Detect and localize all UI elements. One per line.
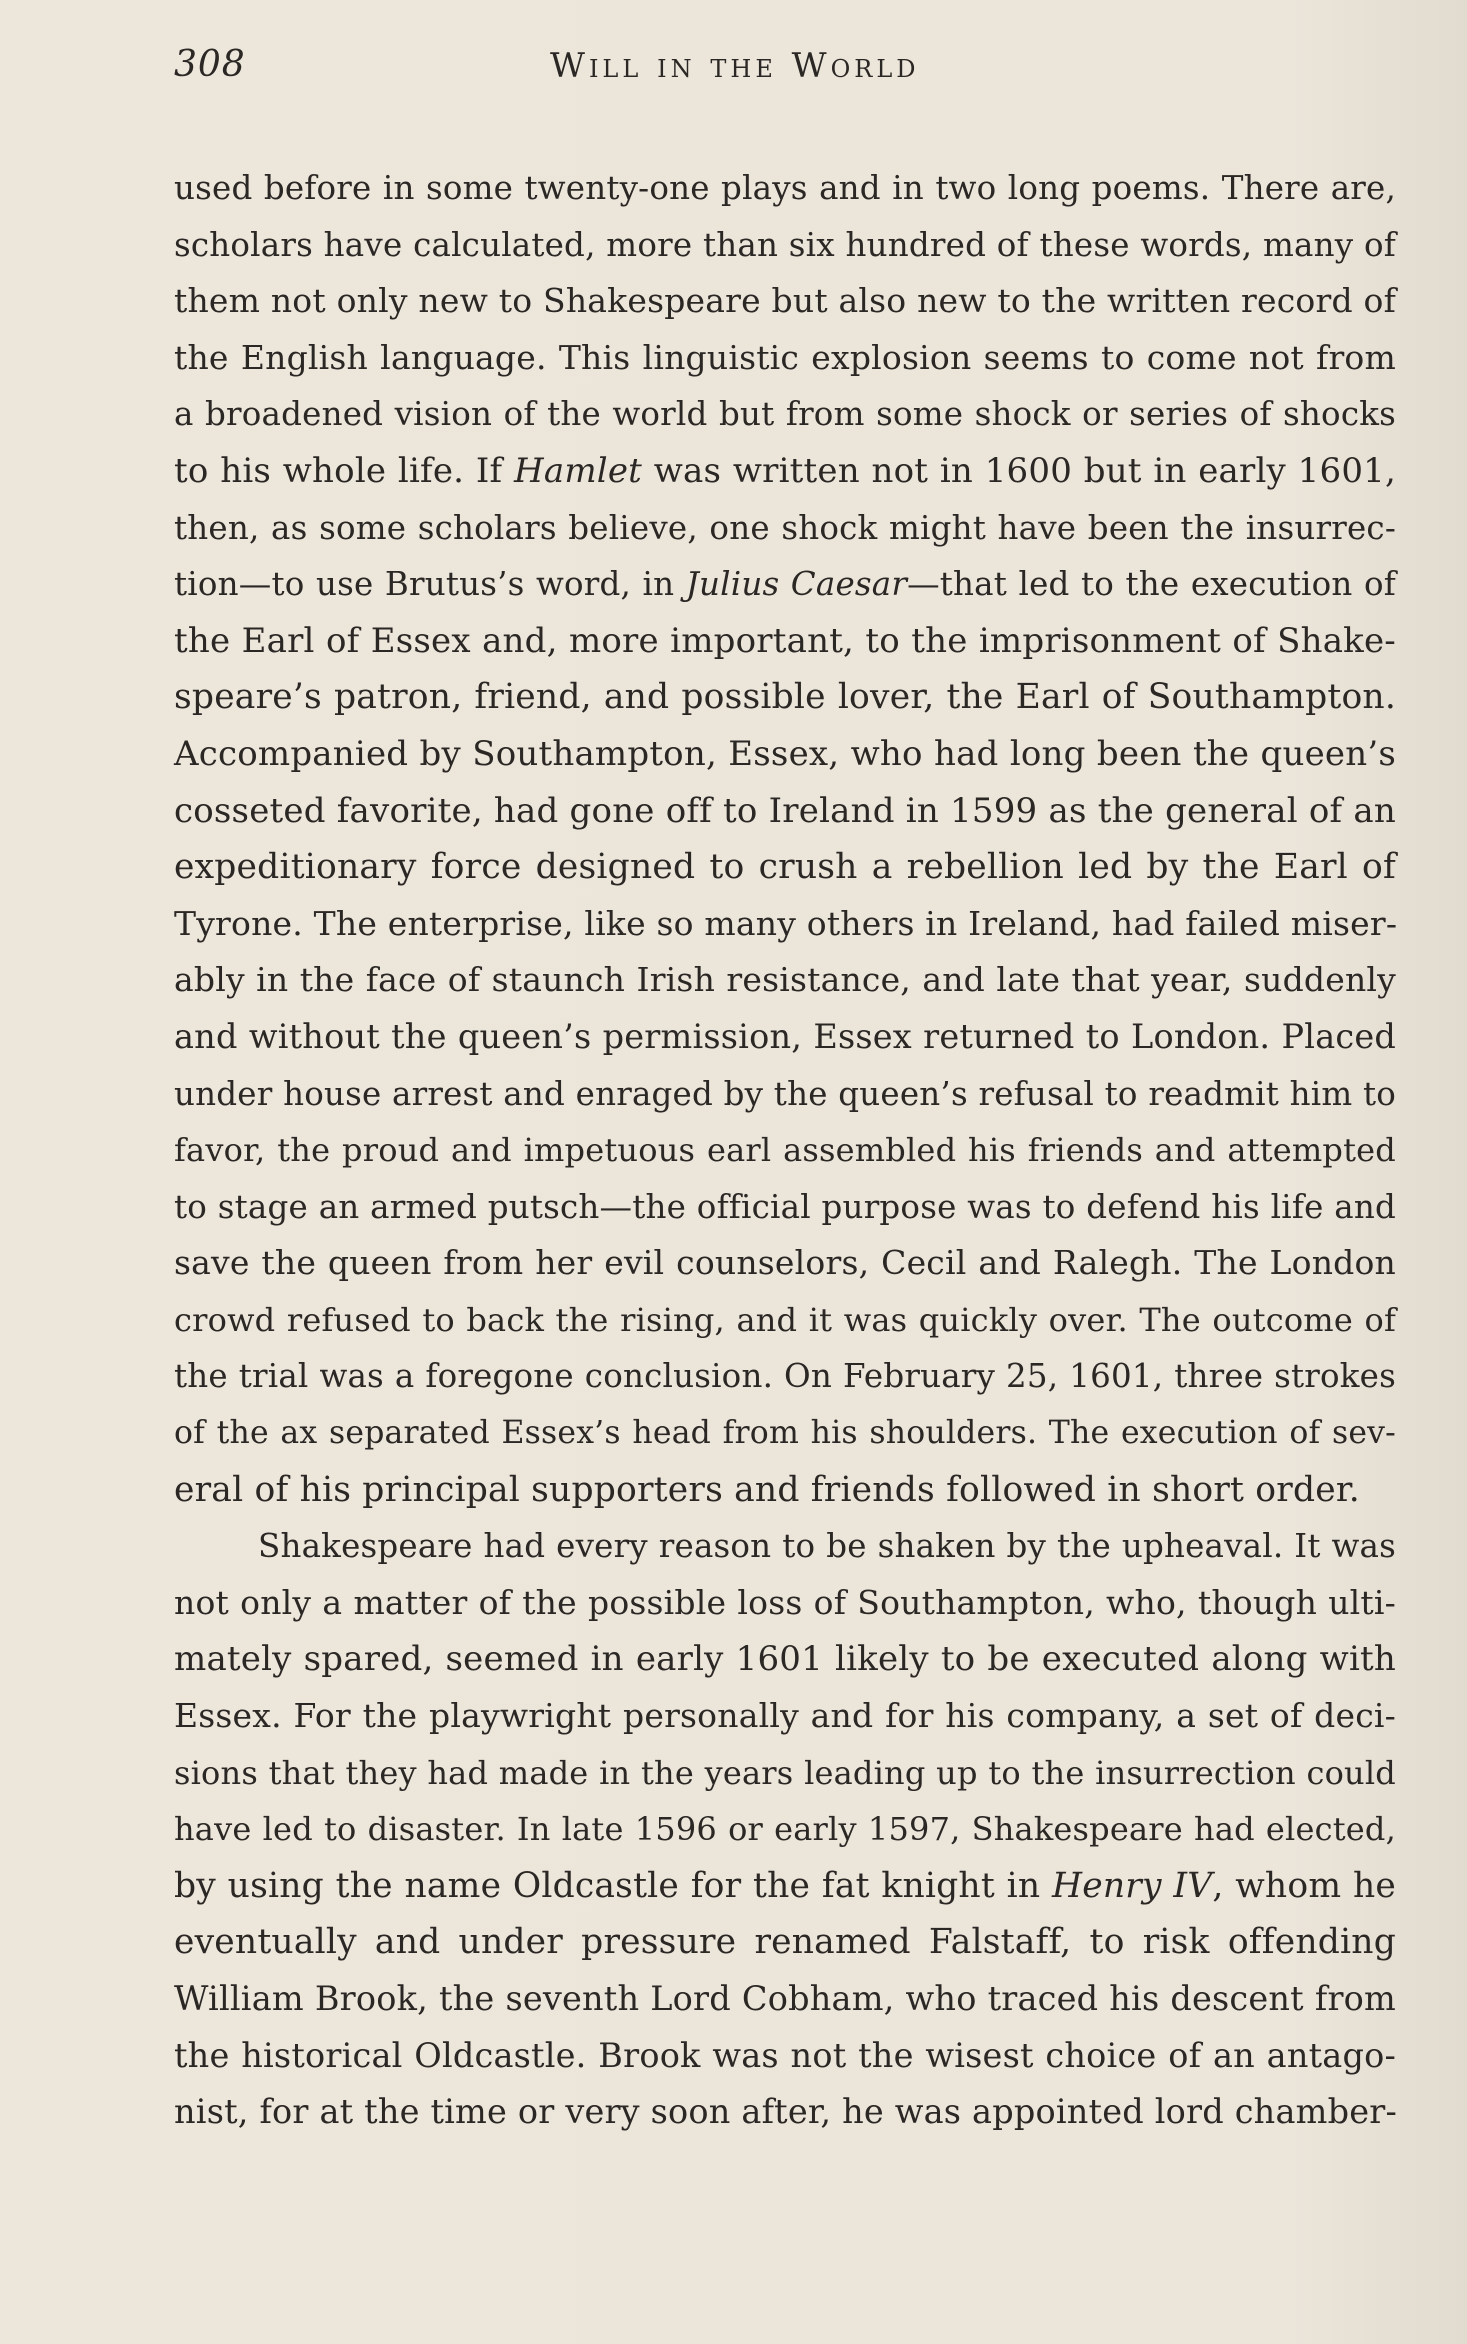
running-title: Will in the World — [550, 46, 920, 86]
running-header — [174, 44, 1394, 94]
text-line: eventually and under pressure renamed Falstaff, to risk offending — [174, 1922, 1396, 1963]
text-line: ably in the face of staunch Irish resistance, and late that year, suddenly — [174, 960, 1396, 1000]
page-number: 308 — [174, 44, 246, 85]
body-text — [174, 160, 1396, 2141]
text-line: sions that they had made in the years leading up to the insurrection could — [174, 1753, 1396, 1792]
text-line: the trial was a foregone conclusion. On February 25, 1601, three strokes — [174, 1357, 1396, 1396]
text-segment: by using the name Oldcastle for the fat knight in — [174, 1865, 1052, 1906]
text-line — [174, 443, 1396, 500]
text-line: them not only new to Shakespeare but also new to the written record of — [174, 281, 1396, 321]
text-segment: , whom he — [1212, 1865, 1396, 1906]
text-line: Essex. For the playwright personally and for his company, a set of deci- — [174, 1696, 1396, 1736]
text-line: save the queen from her evil counselors, Cecil and Ralegh. The London — [174, 1243, 1396, 1283]
text-line: not only a matter of the possible loss of Southampton, who, though ulti- — [174, 1582, 1396, 1622]
play-title-hamlet: Hamlet — [514, 450, 643, 491]
paragraph-end-line: eral of his principal supporters and friends followed in short order. — [174, 1469, 1360, 1510]
text-line: mately spared, seemed in early 1601 likely to be executed along with — [174, 1639, 1396, 1680]
text-line: have led to disaster. In late 1596 or early 1597, Shakespeare had elected, — [174, 1810, 1396, 1849]
paragraph-start-line: Shakespeare had every reason to be shaken by the upheaval. It was — [258, 1527, 1396, 1566]
text-line: crowd refused to back the rising, and it was quickly over. The outcome of — [174, 1300, 1396, 1339]
text-line: Tyrone. The enterprise, like so many others in Ireland, had failed miser- — [174, 903, 1398, 943]
text-line: the Earl of Essex and, more important, to the imprisonment of Shake- — [174, 620, 1396, 661]
text-line: used before in some twenty-one plays and in two long poems. There are, — [174, 169, 1396, 207]
text-line: scholars have calculated, more than six hundred of these words, many of — [174, 225, 1396, 264]
text-segment: tion—to use Brutus’s word, in — [174, 565, 686, 604]
text-line: speare’s patron, friend, and possible lover, the Earl of Southampton. — [174, 677, 1396, 718]
text-line — [174, 1858, 1396, 1915]
text-line: and without the queen’s permission, Essex returned to London. Placed — [174, 1016, 1396, 1056]
text-line: cosseted favorite, had gone off to Ireland in 1599 as the general of an — [174, 790, 1396, 831]
text-line: Accompanied by Southampton, Essex, who had long been the queen’s — [174, 733, 1396, 774]
text-line: then, as some scholars believe, one shock might have been the insurrec- — [174, 508, 1396, 547]
text-line: of the ax separated Essex’s head from his shoulders. The execution of sev- — [174, 1415, 1396, 1452]
text-line: favor, the proud and impetuous earl assembled his friends and attempted — [174, 1131, 1396, 1170]
text-segment: to his whole life. If — [174, 450, 514, 491]
play-title-henry-iv: Henry IV — [1051, 1865, 1213, 1906]
text-segment: was written not in 1600 but in early 1601, — [642, 450, 1397, 491]
text-segment: —that led to the execution of — [907, 565, 1396, 604]
text-line: expeditionary force designed to crush a rebellion led by the Earl of — [174, 847, 1396, 888]
text-line: nist, for at the time or very soon after, he was appointed lord chamber- — [174, 2092, 1398, 2132]
text-line: to stage an armed putsch—the official purpose was to defend his life and — [174, 1187, 1396, 1226]
play-title-julius-caesar: Julius Caesar — [685, 565, 908, 604]
text-line: William Brook, the seventh Lord Cobham, who traced his descent from — [174, 1979, 1396, 2018]
text-line: under house arrest and enraged by the queen’s refusal to readmit him to — [174, 1074, 1396, 1113]
text-line: the English language. This linguistic explosion seems to come not from — [174, 337, 1396, 377]
text-line — [174, 556, 1396, 613]
text-line: a broadened vision of the world but from some shock or series of shocks — [174, 395, 1396, 434]
text-line: the historical Oldcastle. Brook was not the wisest choice of an antago- — [174, 2035, 1396, 2075]
